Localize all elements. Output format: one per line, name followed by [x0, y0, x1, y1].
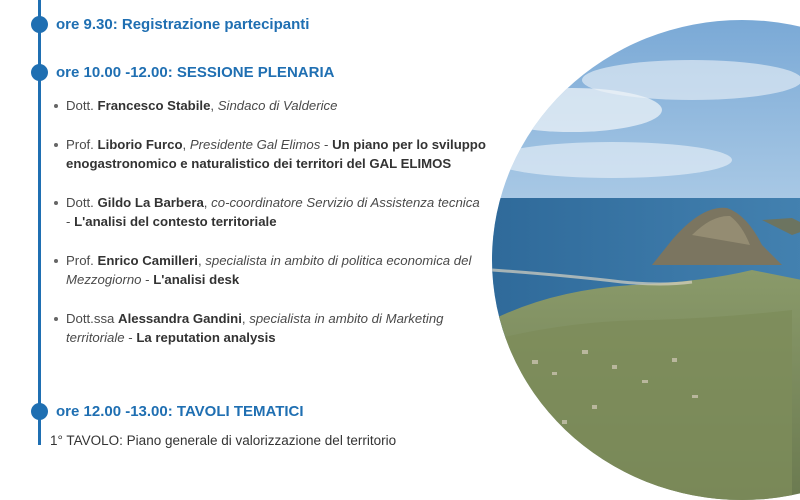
speaker-item [66, 96, 486, 115]
speaker-sep: , [203, 195, 208, 210]
speaker-sep: , [197, 253, 202, 268]
timeline-dot [31, 403, 48, 420]
schedule-registration: ore 9.30: Registrazione partecipanti [56, 16, 310, 33]
speaker-name: Enrico Camilleri [97, 253, 198, 268]
speaker-role: specialista in ambito di Marketing territoriale [66, 311, 444, 345]
speaker-item [66, 135, 486, 173]
speaker-sep: , [182, 137, 187, 152]
speaker-item [66, 251, 486, 289]
speaker-talk: L'analisi del contesto territoriale [74, 214, 277, 229]
timeline-dot [31, 64, 48, 81]
speaker-name: Francesco Stabile [97, 98, 211, 113]
speaker-sep: , [210, 98, 215, 113]
schedule-plenary-session: ore 10.00 -12.00: SESSIONE PLENARIA [56, 64, 335, 81]
speaker-name: Liborio Furco [97, 137, 183, 152]
speaker-role: Sindaco di Valderice [217, 98, 338, 113]
speaker-title: Prof. [66, 253, 94, 268]
speaker-title: Dott. [66, 195, 94, 210]
schedule-thematic-tables: ore 12.00 -13.00: TAVOLI TEMATICI [56, 403, 304, 420]
speaker-title: Dott. [66, 98, 94, 113]
speaker-role: specialista in ambito di politica economica del Mezzogiorno [66, 253, 472, 287]
speaker-dash: - [141, 272, 154, 287]
speaker-role: Presidente Gal Elimos [189, 137, 321, 152]
speaker-dash: - [320, 137, 333, 152]
speaker-talk: Un piano per lo sviluppo enogastronomico e naturalistico dei territori del GAL ELIMOS [66, 137, 486, 171]
speaker-title: Prof. [66, 137, 94, 152]
speaker-title: Dott.ssa [66, 311, 115, 326]
first-table-text: 1° TAVOLO: Piano generale di valorizzazione del territorio [50, 433, 397, 448]
coastal-landscape-photo [492, 20, 800, 500]
timeline-dot [31, 16, 48, 33]
speaker-sep: , [241, 311, 246, 326]
speaker-dash: - [66, 214, 75, 229]
speaker-role: co-coordinatore Servizio di Assistenza tecnica [211, 195, 480, 210]
speaker-name: Alessandra Gandini [118, 311, 242, 326]
speaker-name: Gildo La Barbera [97, 195, 204, 210]
speaker-item [66, 309, 486, 347]
speaker-item [66, 193, 486, 231]
speaker-dash: - [124, 330, 137, 345]
speaker-talk: L'analisi desk [153, 272, 240, 287]
speaker-list [48, 96, 486, 367]
speaker-talk: La reputation analysis [136, 330, 276, 345]
